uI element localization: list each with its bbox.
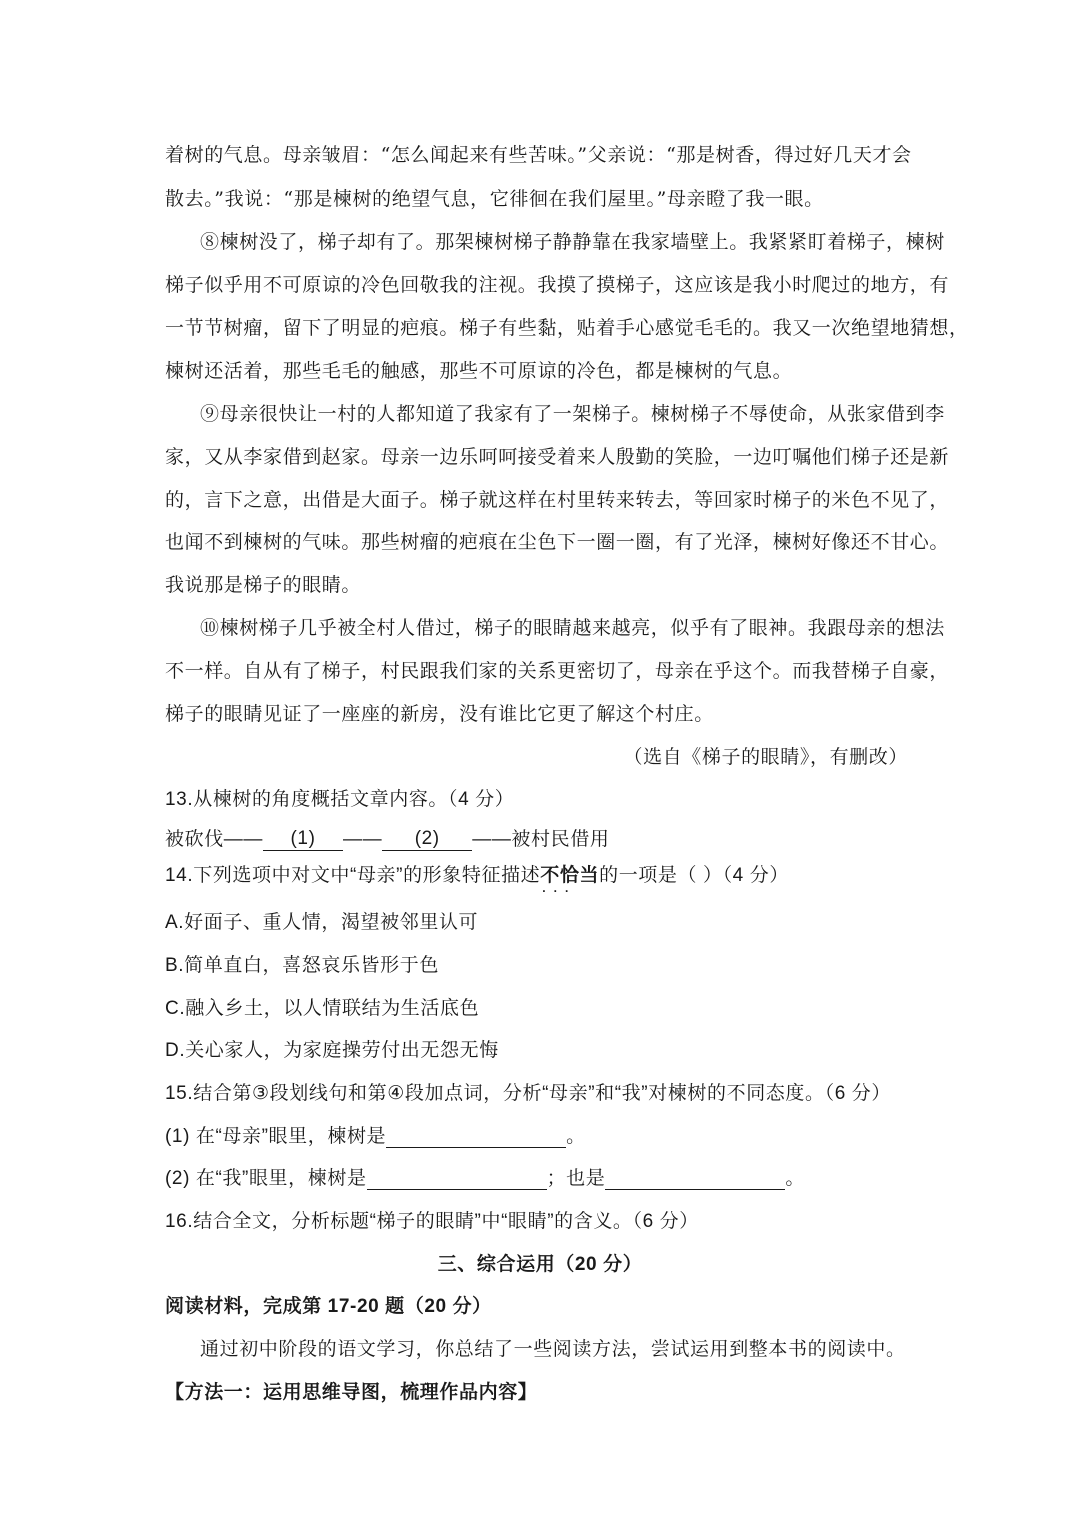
method-1-heading: 【方法一：运用思维导图，梳理作品内容】 — [165, 1381, 538, 1403]
section-3-intro: 通过初中阶段的语文学习，你总结了一些阅读方法，尝试运用到整本书的阅读中。 — [200, 1339, 906, 1360]
option-c: C.融入乡土，以人情联结为生活底色 — [165, 998, 480, 1019]
passage-line-7: ⑨母亲很快让一村的人都知道了我家有了一架梯子。楝树梯子不辱使命，从张家借到李 — [200, 403, 945, 425]
q15-sub1-blank[interactable] — [386, 1125, 566, 1148]
q14-stem-before: 14.下列选项中对文中“母亲”的形象特征描述 — [165, 865, 541, 886]
q14-stem-after: 的一项是（ ）（4 分） — [599, 865, 789, 886]
chain-start: 被砍伐—— — [165, 829, 264, 850]
passage-line-12: ⑩楝树梯子几乎被全村人借过，梯子的眼睛越来越亮，似乎有了眼神。我跟母亲的想法 — [200, 617, 945, 639]
option-d: D.关心家人，为家庭操劳付出无怨无悔 — [165, 1040, 499, 1061]
question-15-sub2 — [165, 1163, 805, 1190]
q15-sub2-middle: ；也是 — [546, 1168, 606, 1189]
q15-sub1-suffix: 。 — [566, 1126, 586, 1147]
passage-line-14: 梯子的眼睛见证了一座座的新房，没有谁比它更了解这个村庄。 — [165, 703, 714, 725]
question-13-chain — [165, 824, 609, 851]
q15-sub2-suffix: 。 — [785, 1168, 805, 1189]
passage-source: （选自《梯子的眼睛》，有删改） — [623, 746, 908, 768]
option-b: B.简单直白，喜怒哀乐皆形于色 — [165, 955, 439, 976]
q15-sub2-blank-1[interactable] — [367, 1167, 547, 1190]
chain-dash: —— — [343, 829, 383, 850]
question-16-stem: 16.结合全文，分析标题“梯子的眼睛”中“眼睛”的含义。（6 分） — [165, 1211, 699, 1232]
q15-sub2-blank-2[interactable] — [605, 1167, 785, 1190]
passage-line-4: 梯子似乎用不可原谅的冷色回敬我的注视。我摸了摸梯子，这应该是我小时爬过的地方，有 — [165, 274, 950, 296]
passage-line-11: 我说那是梯子的眼睛。 — [165, 574, 362, 596]
passage-line-5: 一节节树瘤，留下了明显的疤痕。梯子有些黏，贴着手心感觉毛毛的。我又一次绝望地猜想， — [165, 317, 969, 339]
q15-sub1-prefix: (1) 在“母亲”眼里，楝树是 — [165, 1126, 387, 1147]
blank-1[interactable]: (1) — [263, 828, 343, 851]
passage-line-1: 着树的气息。母亲皱眉：“怎么闻起来有些苦味。”父亲说：“那是树香，得过好几天才会 — [165, 144, 912, 166]
passage-line-10: 也闻不到楝树的气味。那些树瘤的疤痕在尘色下一圈一圈，有了光泽，楝树好像还不甘心。 — [165, 531, 950, 553]
passage-line-3: ⑧楝树没了，梯子却有了。那架楝树梯子静静靠在我家墙壁上。我紧紧盯着梯子，楝树 — [200, 231, 945, 253]
passage-line-8: 家，又从李家借到赵家。母亲一边乐呵呵接受着来人殷勤的笑脸，一边叮嘱他们梯子还是新 — [165, 446, 950, 468]
question-14-stem — [165, 860, 789, 887]
section-3-title: 三、综合运用（20 分） — [437, 1254, 643, 1275]
q14-emphasis: 不恰当 · · · — [540, 865, 599, 886]
question-13-stem: 13.从楝树的角度概括文章内容。（4 分） — [165, 789, 515, 810]
passage-line-13: 不一样。自从有了梯子，村民跟我们家的关系更密切了，母亲在乎这个。而我替梯子自豪， — [165, 660, 950, 682]
passage-line-6: 楝树还活着，那些毛毛的触感，那些不可原谅的冷色，都是楝树的气息。 — [165, 360, 793, 382]
q15-sub2-prefix: (2) 在“我”眼里，楝树是 — [165, 1168, 367, 1189]
chain-end: ——被村民借用 — [472, 829, 610, 850]
question-15-stem: 15.结合第③段划线句和第④段加点词，分析“母亲”和“我”对楝树的不同态度。（6 分） — [165, 1083, 891, 1104]
option-a: A.好面子、重人情，渴望被邻里认可 — [165, 912, 479, 933]
passage-line-9: 的，言下之意，出借是大面子。梯子就这样在村里转来转去，等回家时梯子的米色不见了， — [165, 489, 950, 511]
question-15-sub1 — [165, 1121, 586, 1148]
material-heading: 阅读材料，完成第 17-20 题（20 分） — [165, 1296, 492, 1317]
blank-2[interactable]: (2) — [382, 828, 472, 851]
passage-line-2: 散去。”我说：“那是楝树的绝望气息，它徘徊在我们屋里。”母亲瞪了我一眼。 — [165, 188, 824, 210]
